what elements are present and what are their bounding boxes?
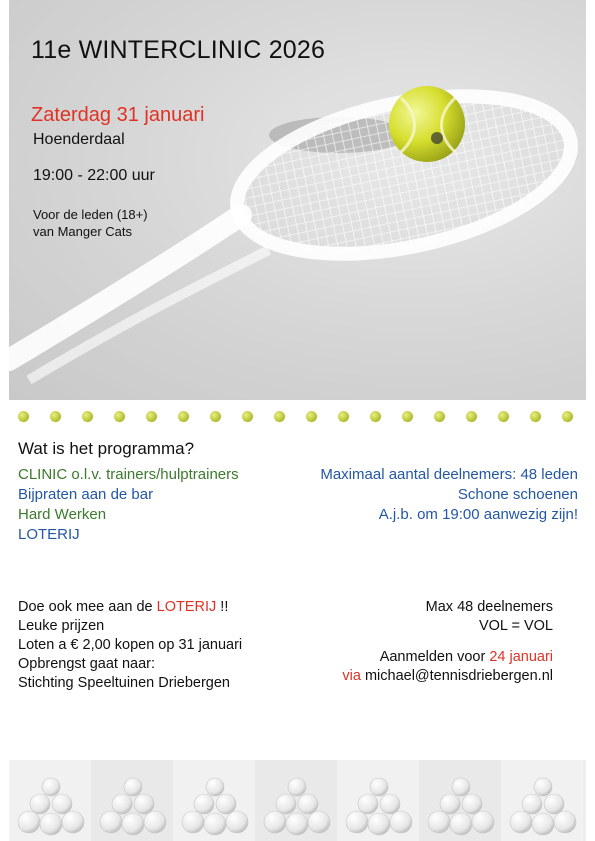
snowball-footer — [9, 760, 586, 841]
snowball-icon — [288, 778, 306, 796]
full-notice: VOL = VOL — [478, 618, 553, 634]
snowball-icon — [308, 811, 330, 833]
program-note: Maximaal aantal deelnemers: 48 leden — [320, 466, 578, 483]
snowball-icon — [534, 778, 552, 796]
snowball-icon — [42, 778, 60, 796]
snowball-icon — [428, 811, 450, 833]
event-time: 19:00 - 22:00 uur — [33, 167, 155, 184]
snowball-icon — [368, 813, 390, 835]
snowball-icon — [370, 778, 388, 796]
audience-line-1: Voor de leden (18+) — [33, 207, 148, 222]
snowball-icon — [450, 813, 472, 835]
snowball-icon — [18, 811, 40, 833]
snowball-icon — [62, 811, 84, 833]
snowball-icon — [276, 794, 296, 814]
signup-date: 24 januari — [489, 649, 553, 665]
snowball-icon — [472, 811, 494, 833]
lottery-suffix: !! — [216, 599, 229, 615]
program-item: Bijpraten aan de bar — [18, 486, 154, 503]
snowball-icon — [298, 794, 318, 814]
tennis-ball-icon — [50, 411, 61, 422]
tennis-ball-divider — [18, 409, 584, 423]
tennis-ball-icon — [18, 411, 29, 422]
snowball-icon — [462, 794, 482, 814]
snowball-icon — [452, 778, 470, 796]
snowball-icon — [40, 813, 62, 835]
lottery-line-3: Loten a € 2,00 kopen op 31 januari — [18, 637, 243, 653]
lottery-prefix: Doe ook mee aan de — [18, 599, 157, 615]
snowball-icon — [532, 813, 554, 835]
tennis-ball-icon — [562, 411, 573, 422]
snowball-icon — [440, 794, 460, 814]
hero-banner — [9, 0, 586, 400]
snowball-icon — [286, 813, 308, 835]
lottery-line-2: Leuke prijzen — [18, 618, 105, 634]
tennis-ball-icon — [338, 411, 349, 422]
snowball-icon — [100, 811, 122, 833]
snowball-icon — [346, 811, 368, 833]
snowball-icon — [134, 794, 154, 814]
tennis-ball-icon — [402, 411, 413, 422]
tennis-ball-icon — [210, 411, 221, 422]
tennis-ball-icon — [434, 411, 445, 422]
tennis-ball-icon — [530, 411, 541, 422]
program-note: A.j.b. om 19:00 aanwezig zijn! — [378, 506, 578, 523]
tennis-ball-icon — [498, 411, 509, 422]
tennis-ball-icon — [178, 411, 189, 422]
page-title: 11e WINTERCLINIC 2026 — [31, 36, 326, 64]
snowball-icon — [124, 778, 142, 796]
lottery-line-4: Opbrengst gaat naar: — [18, 656, 156, 672]
tennis-ball-icon — [274, 411, 285, 422]
program-item: Hard Werken — [18, 506, 107, 523]
snowball-icon — [522, 794, 542, 814]
tennis-ball-icon — [114, 411, 125, 422]
tennis-ball-icon — [389, 86, 465, 162]
snowball-icon — [52, 794, 72, 814]
snowball-icon — [226, 811, 248, 833]
snowball-icon — [510, 811, 532, 833]
lottery-highlight: LOTERIJ — [156, 599, 217, 615]
tennis-ball-icon — [306, 411, 317, 422]
tennis-ball-icon — [146, 411, 157, 422]
snowball-icon — [264, 811, 286, 833]
lottery-line-1 — [18, 599, 228, 615]
program-heading: Wat is het programma? — [18, 439, 195, 458]
program-item: CLINIC o.l.v. trainers/hulptrainers — [18, 466, 239, 483]
snowball-icon — [122, 813, 144, 835]
program-note: Schone schoenen — [457, 486, 578, 503]
snowball-icon — [182, 811, 204, 833]
snowball-icon — [206, 778, 224, 796]
max-participants: Max 48 deelnemers — [425, 599, 553, 615]
via-label: via — [342, 668, 365, 684]
tennis-ball-icon — [242, 411, 253, 422]
event-date: Zaterdag 31 januari — [31, 104, 205, 126]
tennis-ball-icon — [466, 411, 477, 422]
audience-line-2: van Manger Cats — [33, 224, 132, 239]
tennis-ball-icon — [370, 411, 381, 422]
signup-deadline — [380, 649, 553, 665]
snowball-icon — [390, 811, 412, 833]
snowball-icon — [216, 794, 236, 814]
snowball-icon — [544, 794, 564, 814]
event-location: Hoenderdaal — [33, 131, 125, 148]
snowball-icon — [112, 794, 132, 814]
signup-email-line — [342, 668, 553, 684]
snowball-icon — [204, 813, 226, 835]
snowball-icon — [358, 794, 378, 814]
snowball-icon — [144, 811, 166, 833]
signup-email-link[interactable]: michael@tennisdriebergen.nl — [364, 668, 553, 684]
snowball-icon — [9, 760, 586, 841]
snowball-icon — [554, 811, 576, 833]
lottery-line-5: Stichting Speeltuinen Driebergen — [18, 675, 230, 691]
snowball-icon — [194, 794, 214, 814]
tennis-ball-icon — [82, 411, 93, 422]
snowball-icon — [30, 794, 50, 814]
snowball-icon — [380, 794, 400, 814]
signup-prefix: Aanmelden voor — [379, 649, 490, 665]
program-item: LOTERIJ — [18, 526, 80, 543]
